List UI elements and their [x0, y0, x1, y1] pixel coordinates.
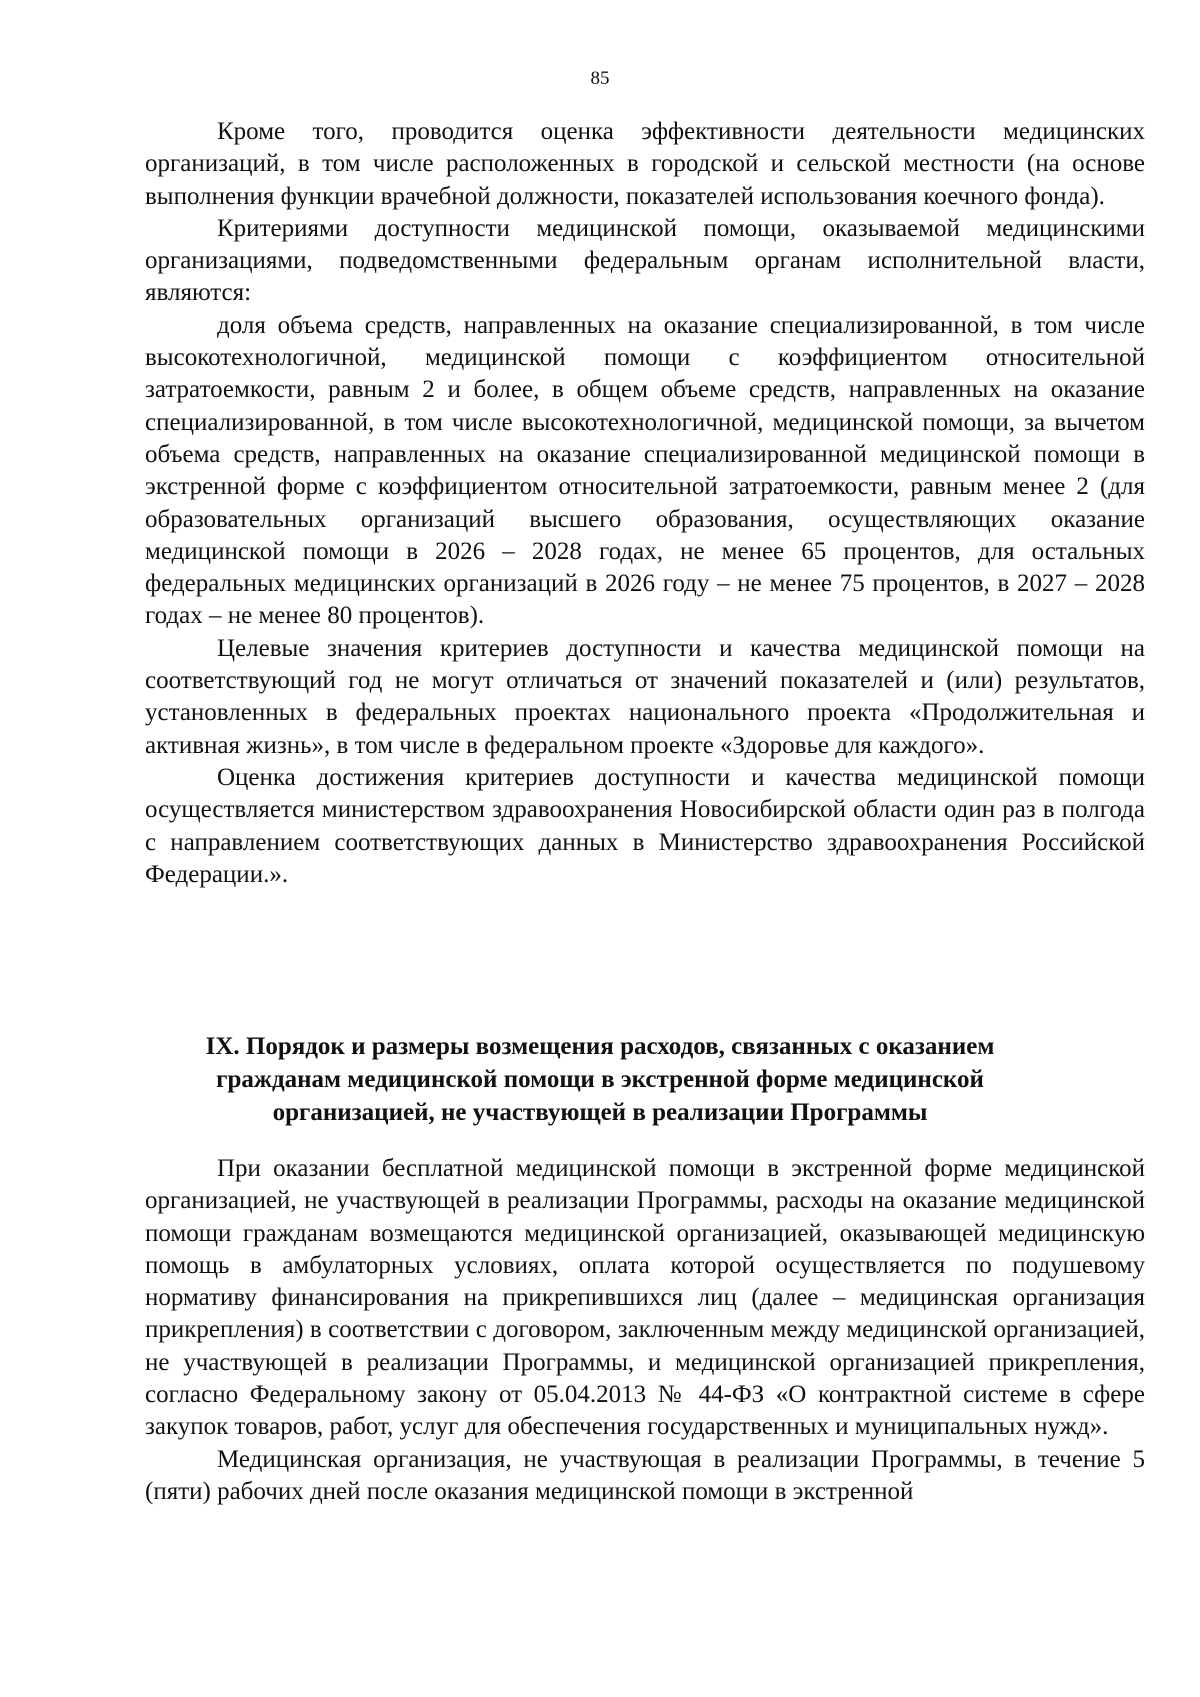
paragraph: Целевые значения критериев доступности и качества медицинской помощи на соответствующий год не могут отличаться от значений показателей и (или) результатов, установленных в федеральных проектах национального проекта «Продолжительная и активная жизнь», в том числе в федеральном проекте «Здоровье для каждого».: [145, 634, 1145, 759]
paragraph: Оценка достижения критериев доступности и качества медицинской помощи осуществляется министерством здравоохранения Новосибирской области один раз в полгода с направлением соответствующих данных в Министерство здравоохранения Российской Федерации.».: [145, 763, 1145, 888]
paragraph: доля объема средств, направленных на оказание специализированной, в том числе высокотехнологичной, медицинской помощи с коэффициентом относительной затратоемкости, равным 2 и более, в общем объеме средств, направленных на оказание специализированной, в том числе высокотехнологичной, медицинской помощи, за вычетом объема средств, направленных на оказание специализированной медицинской помощи в экстренной форме с коэффициентом относительной затратоемкости, равным менее 2 (для образовательных организаций высшего образования, осуществляющих оказание медицинской помощи в 2026 – 2028 годах, не менее 65 процентов, для остальных федеральных медицинских организаций в 2026 году – не менее 75 процентов, в 2027 – 2028 годах – не менее 80 процентов).: [145, 311, 1145, 630]
paragraph: Медицинская организация, не участвующая в реализации Программы, в течение 5 (пяти) рабочих дней после оказания медицинской помощи в экстренной: [145, 1445, 1145, 1505]
page-number: 85: [590, 68, 610, 89]
body-text-bottom: [145, 1153, 1145, 1508]
paragraph: Критериями доступности медицинской помощи, оказываемой медицинскими организациями, подведомственными федеральным органам исполнительной власти, являются:: [145, 214, 1145, 307]
paragraph: Кроме того, проводится оценка эффективности деятельности медицинских организаций, в том числе расположенных в городской и сельской местности (на основе выполнения функции врачебной должности, показателей использования коечного фонда).: [145, 118, 1145, 210]
section-heading: IX. Порядок и размеры возмещения расходов, связанных с оказанием гражданам медицинской помощи в экстренной форме медицинской организацией, не участвующей в реализации Программы: [205, 1033, 995, 1126]
paragraph: При оказании бесплатной медицинской помощи в экстренной форме медицинской организацией, не участвующей в реализации Программы, расходы на оказание медицинской помощи гражданам возмещаются медицинской организацией, оказывающей медицинскую помощь в амбулаторных условиях, оплата которой осуществляется по подушевому нормативу финансирования на прикрепившихся лиц (далее – медицинская организация прикрепления) в соответствии с договором, заключенным между медицинской организацией, не участвующей в реализации Программы, и медицинской организацией прикрепления, согласно Федеральному закону от 05.04.2013 № 44-ФЗ «О контрактной системе в сфере закупок товаров, работ, услуг для обеспечения государственных и муниципальных нужд».: [145, 1155, 1145, 1441]
body-text-top: [145, 116, 1145, 891]
